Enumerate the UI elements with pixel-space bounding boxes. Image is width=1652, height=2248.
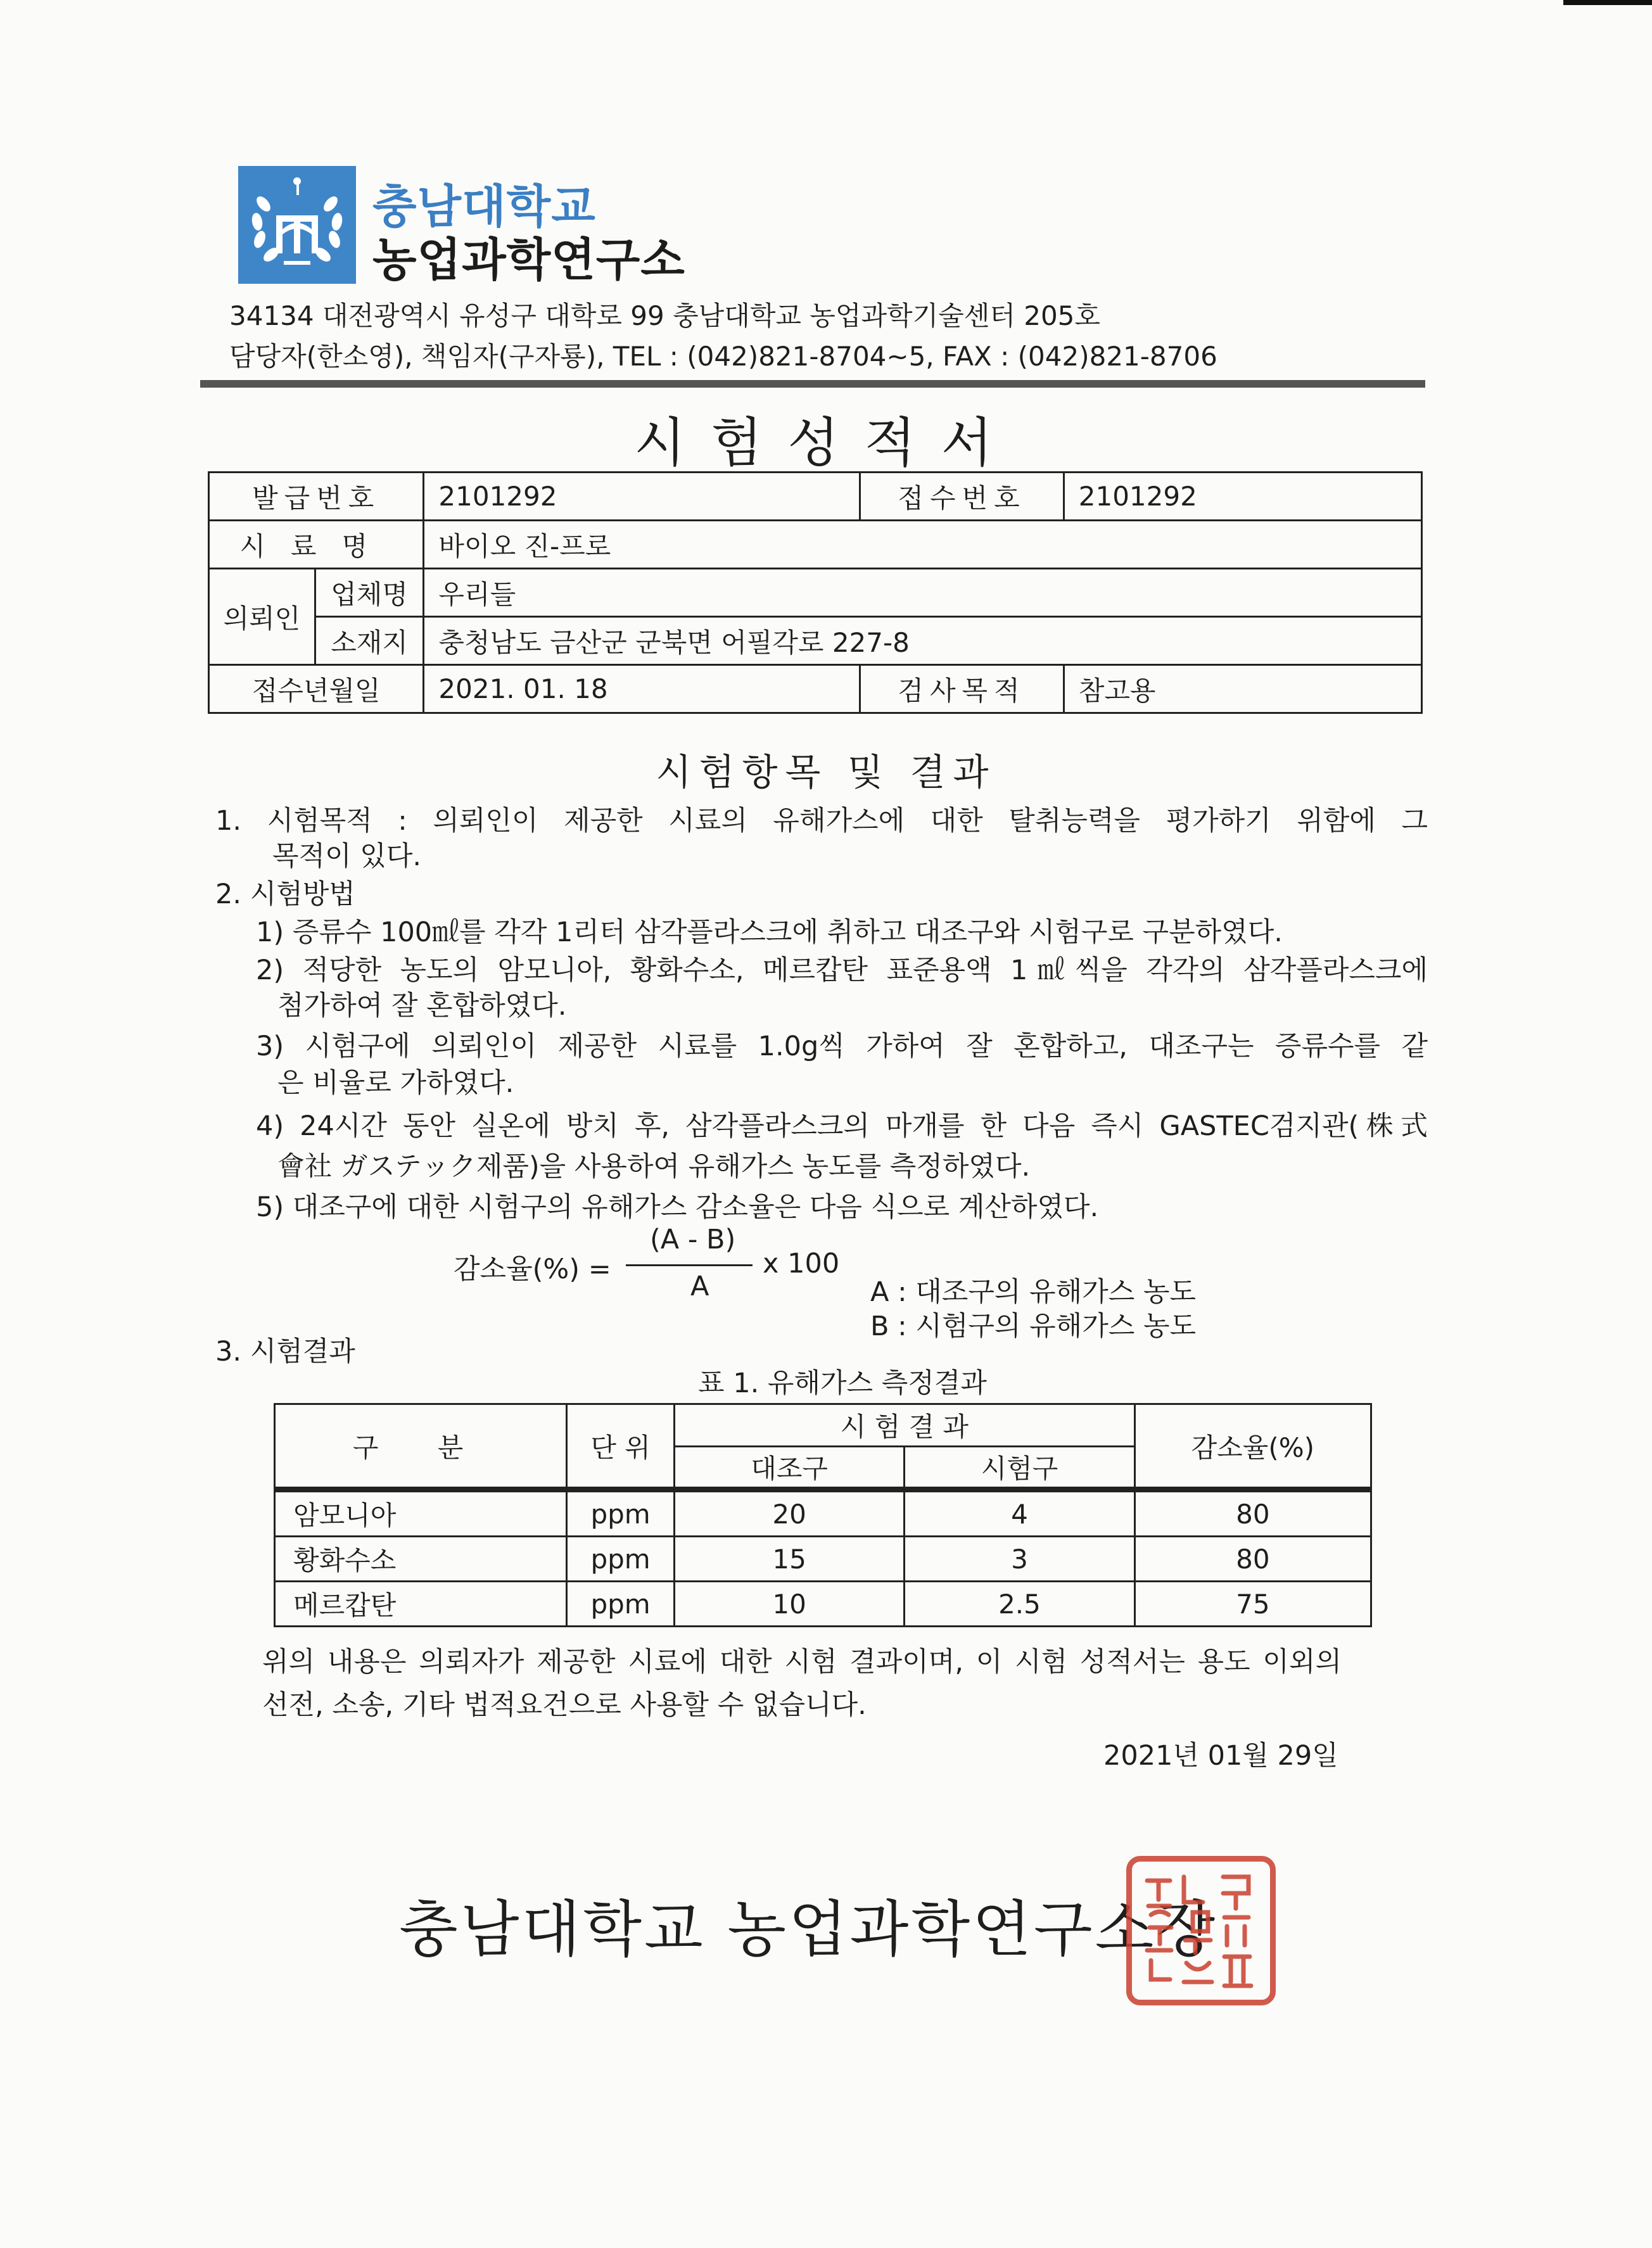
purpose-value: 참고용 [1064,665,1421,713]
row-name: 메르캅탄 [275,1582,567,1627]
university-logo-icon [238,166,356,284]
row-unit: ppm [567,1582,675,1627]
table-caption: 표 1. 유해가스 측정결과 [698,1368,987,1399]
company-value: 우리들 [424,569,1422,617]
method-step-2-line2: 첨가하여 잘 혼합하였다. [277,990,567,1022]
sample-value: 바이오 진-프로 [424,521,1422,569]
purpose-paragraph-line2: 목적이 있다. [272,841,422,872]
row-reduction: 80 [1134,1537,1371,1582]
table-row [275,1490,1371,1537]
contact-line: 담당자(한소영), 책임자(구자룡), TEL : (042)821-8704~5, FAX : (042)821-8706 [229,341,1217,372]
method-step-3-line1: 3) 시험구에 의뢰인이 제공한 시료를 1.0g씩 가하여 잘 혼합하고, 대조구는 증류수를 같 [256,1031,1428,1062]
row-test: 4 [905,1490,1134,1537]
issue-no-label: 발급번호 [209,473,424,521]
formula-legend-a: A : 대조구의 유해가스 농도 [870,1276,1196,1308]
issue-no-value: 2101292 [424,473,860,521]
location-label: 소재지 [315,617,424,665]
method-step-1: 1) 증류수 100㎖를 각각 1리터 삼각플라스크에 취하고 대조구와 시험구로 구분하였다. [256,917,1283,948]
table-row [275,1582,1371,1627]
header-category: 구 분 [275,1404,567,1490]
section-title: 시험항목 및 결과 [656,751,996,794]
scan-edge-mark [1563,0,1652,5]
results-table [274,1403,1372,1627]
formula-numerator: (A - B) [650,1224,736,1255]
header-test: 시험구 [905,1447,1134,1490]
method-step-3-line2: 은 비율로 가하였다. [277,1067,514,1099]
issue-date: 2021년 01월 29일 [1103,1740,1338,1772]
method-heading: 2. 시험방법 [215,879,355,910]
address-line: 34134 대전광역시 유성구 대학로 99 충남대학교 농업과학기술센터 205호 [229,300,1100,331]
row-control: 10 [674,1582,904,1627]
row-control: 20 [674,1490,904,1537]
row-name: 황화수소 [275,1537,567,1582]
signature-title: 충남대학교 농업과학연구소장 [399,1894,1218,1965]
document-title: 시험성적서 [634,412,1018,474]
purpose-label: 검사목적 [860,665,1064,713]
method-step-2-line1: 2) 적당한 농도의 암모니아, 황화수소, 메르캅탄 표준용액 1㎖씩을 각각의 삼각플라스크에 [256,955,1428,986]
institute-name: 농업과학연구소 [372,233,685,286]
method-step-5: 5) 대조구에 대한 시험구의 유해가스 감소율은 다음 식으로 계산하였다. [256,1191,1099,1223]
header-divider [200,380,1425,388]
requester-label: 의뢰인 [209,569,315,665]
header-control: 대조구 [674,1447,904,1490]
table-row [275,1537,1371,1582]
official-seal-stamp [1126,1856,1276,2005]
row-unit: ppm [567,1490,675,1537]
row-test: 2.5 [905,1582,1134,1627]
formula-legend-b: B : 시험구의 유해가스 농도 [870,1311,1197,1342]
company-label: 업체명 [315,569,424,617]
row-reduction: 80 [1134,1490,1371,1537]
location-value: 충청남도 금산군 군북면 어필각로 227-8 [424,617,1422,665]
row-reduction: 75 [1134,1582,1371,1627]
university-name: 충남대학교 [372,180,596,233]
receipt-no-value: 2101292 [1064,473,1421,521]
results-heading: 3. 시험결과 [215,1336,355,1368]
row-control: 15 [674,1537,904,1582]
header-result: 시 험 결 과 [674,1404,1134,1447]
info-table [208,471,1423,714]
purpose-paragraph-line1: 1. 시험목적 : 의뢰인이 제공한 시료의 유해가스에 대한 탈취능력을 평가하기 위함에 그 [215,805,1428,837]
formula-fraction-bar [626,1264,753,1266]
receipt-date-value: 2021. 01. 18 [424,665,860,713]
method-step-4-line1: 4) 24시간 동안 실온에 방치 후, 삼각플라스크의 마개를 한 다음 즉시 GASTEC검지관(株式 [256,1110,1428,1142]
header-unit: 단 위 [567,1404,675,1490]
row-test: 3 [905,1537,1134,1582]
receipt-date-label: 접수년월일 [209,665,424,713]
row-name: 암모니아 [275,1490,567,1537]
row-unit: ppm [567,1537,675,1582]
header-reduction: 감소율(%) [1134,1404,1371,1490]
formula-denominator: A [690,1271,709,1302]
sample-label: 시료명 [209,521,424,569]
notice-line1: 위의 내용은 의뢰자가 제공한 시료에 대한 시험 결과이며, 이 시험 성적서는 용도 이외의 [262,1646,1342,1678]
formula-multiplier: x 100 [763,1248,840,1280]
receipt-no-label: 접수번호 [860,473,1064,521]
formula-lhs: 감소율(%) = [454,1254,611,1285]
method-step-4-line2: 會社 ガステック제품)을 사용하여 유해가스 농도를 측정하였다. [277,1151,1031,1183]
notice-line2: 선전, 소송, 기타 법적요건으로 사용할 수 없습니다. [262,1689,867,1721]
